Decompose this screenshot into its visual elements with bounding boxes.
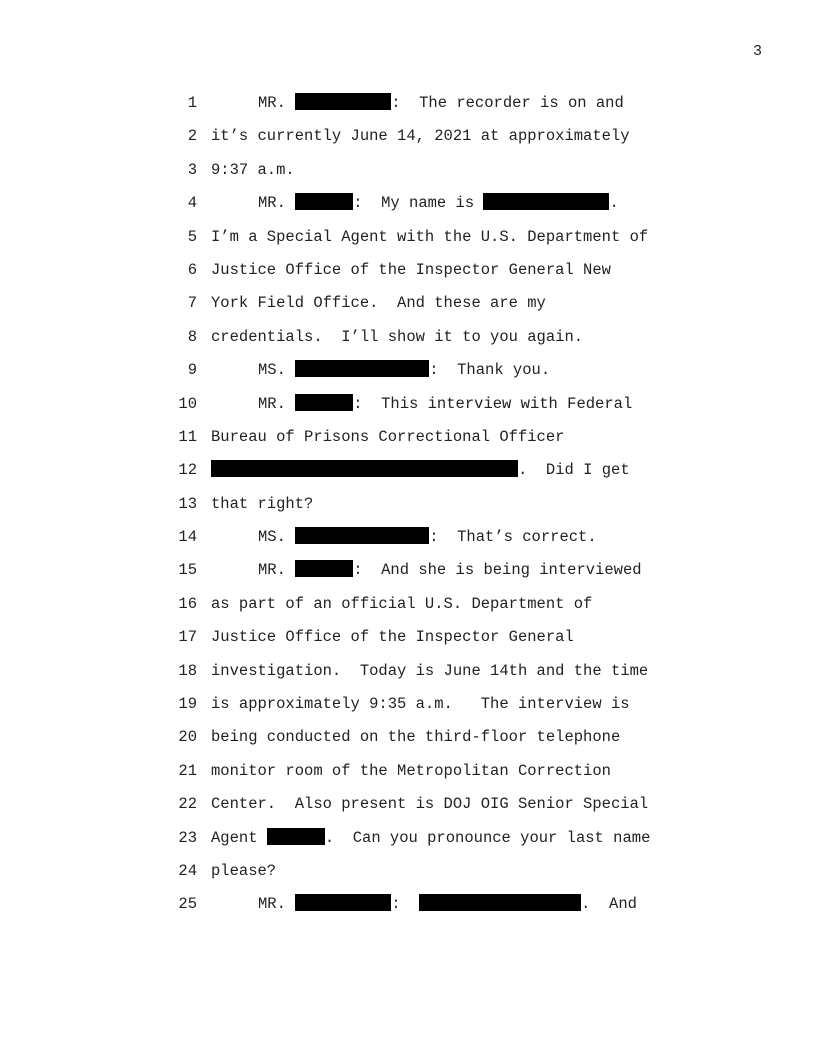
line-text <box>211 588 592 621</box>
transcript-line <box>0 120 816 153</box>
line-number: 24 <box>178 861 197 880</box>
page-number: 3 <box>752 43 762 60</box>
line-segment-text: being conducted on the third-floor telephone <box>211 728 621 747</box>
line-number: 18 <box>178 661 197 680</box>
line-text <box>211 721 620 754</box>
line-number: 13 <box>178 494 197 513</box>
line-text <box>211 154 295 187</box>
transcript-line <box>0 321 816 354</box>
line-segment-text: MR. <box>258 94 296 112</box>
line-segment-text: . Can you pronounce your last name <box>324 828 651 847</box>
line-number: 9 <box>187 361 197 380</box>
line-number: 1 <box>187 94 197 112</box>
transcript-line <box>0 187 816 220</box>
line-number: 17 <box>178 628 197 647</box>
line-text <box>211 421 564 454</box>
line-number: 15 <box>178 561 197 580</box>
transcript-line <box>0 254 816 287</box>
redaction-box <box>267 828 325 845</box>
line-number: 8 <box>187 327 197 346</box>
transcript-line <box>0 855 816 888</box>
line-text <box>211 788 648 821</box>
line-segment-text: : And she is being interviewed <box>353 561 642 580</box>
line-number: 19 <box>178 695 197 714</box>
line-number: 10 <box>178 394 197 413</box>
transcript-line <box>0 688 816 721</box>
line-segment-text: MR. <box>258 194 296 213</box>
line-text <box>258 187 619 220</box>
line-segment-text: : The recorder is on and <box>391 94 624 112</box>
line-segment-text: . Did I get <box>518 461 630 480</box>
line-segment-text: 9:37 a.m. <box>211 160 295 179</box>
line-segment-text: Center. Also present is DOJ OIG Senior Special <box>211 795 649 814</box>
transcript-line <box>0 788 816 821</box>
redaction-box <box>295 894 391 911</box>
line-number: 16 <box>178 594 197 613</box>
redaction-box <box>295 93 391 110</box>
line-text <box>211 454 630 487</box>
line-segment-text: Justice Office of the Inspector General <box>211 628 574 647</box>
line-text <box>211 655 648 688</box>
transcript-line <box>0 287 816 320</box>
redaction-box <box>483 193 609 210</box>
line-segment-text: Agent <box>211 828 267 847</box>
line-segment-text: : <box>391 895 420 914</box>
line-number: 5 <box>187 227 197 246</box>
line-number: 20 <box>178 728 197 747</box>
line-segment-text: I’m a Special Agent with the U.S. Department of <box>211 227 649 246</box>
line-segment-text: it’s currently June 14, 2021 at approximately <box>211 127 630 146</box>
redaction-box <box>295 193 353 210</box>
transcript-line <box>0 755 816 788</box>
transcript-line <box>0 888 816 921</box>
transcript-line <box>0 221 816 254</box>
redaction-box <box>295 560 353 577</box>
transcript-line <box>0 588 816 621</box>
transcript-line <box>0 822 816 855</box>
line-text <box>211 855 276 888</box>
line-number: 3 <box>187 160 197 179</box>
line-number: 11 <box>178 427 197 446</box>
line-segment-text: is approximately 9:35 a.m. The interview is <box>211 695 630 714</box>
line-text <box>258 521 597 554</box>
line-segment-text: please? <box>211 861 277 880</box>
transcript-line <box>0 87 816 120</box>
line-segment-text: : This interview with Federal <box>353 394 633 413</box>
line-segment-text: investigation. Today is June 14th and the time <box>211 661 649 680</box>
transcript-line <box>0 621 816 654</box>
line-number: 22 <box>178 795 197 814</box>
line-segment-text: MS. <box>258 361 296 380</box>
line-number: 14 <box>178 528 197 547</box>
redaction-box <box>419 894 581 911</box>
line-text <box>211 287 546 320</box>
line-segment-text: MR. <box>258 394 296 413</box>
line-text <box>211 822 650 855</box>
transcript-line <box>0 521 816 554</box>
transcript-line <box>0 388 816 421</box>
line-number: 6 <box>187 260 197 279</box>
transcript-line <box>0 421 816 454</box>
line-segment-text: that right? <box>211 494 314 513</box>
line-segment-text: MS. <box>258 528 296 547</box>
line-number: 2 <box>187 127 197 146</box>
redaction-box <box>295 394 353 411</box>
line-segment-text: monitor room of the Metropolitan Correction <box>211 761 611 780</box>
line-text <box>258 888 637 921</box>
transcript-body <box>0 87 816 922</box>
line-number: 4 <box>187 194 197 213</box>
transcript-line <box>0 488 816 521</box>
line-text <box>211 488 313 521</box>
line-segment-text: . <box>609 194 619 213</box>
line-segment-text: MR. <box>258 895 296 914</box>
line-text <box>258 354 550 387</box>
line-number: 23 <box>178 828 197 847</box>
line-segment-text: Justice Office of the Inspector General New <box>211 260 611 279</box>
line-text <box>211 321 583 354</box>
transcript-line <box>0 354 816 387</box>
redaction-box <box>295 527 429 544</box>
line-text <box>211 120 630 153</box>
line-segment-text: : My name is <box>353 194 484 213</box>
line-text <box>211 221 648 254</box>
transcript-line <box>0 454 816 487</box>
line-text <box>211 688 630 721</box>
redaction-box <box>295 360 429 377</box>
line-text <box>211 755 611 788</box>
transcript-line <box>0 721 816 754</box>
line-segment-text: : That’s correct. <box>429 528 597 547</box>
line-segment-text: : Thank you. <box>429 361 551 380</box>
line-text <box>258 87 624 120</box>
transcript-line <box>0 554 816 587</box>
transcript-line <box>0 154 816 187</box>
redaction-box <box>211 460 518 477</box>
line-segment-text: Bureau of Prisons Correctional Officer <box>211 427 565 446</box>
line-text <box>258 388 632 421</box>
line-text <box>258 554 642 587</box>
line-segment-text: York Field Office. And these are my <box>211 294 546 313</box>
line-number: 12 <box>178 461 197 480</box>
transcript-line <box>0 655 816 688</box>
line-text <box>211 254 611 287</box>
line-number: 21 <box>178 761 197 780</box>
line-text <box>211 621 574 654</box>
line-number: 7 <box>187 294 197 313</box>
line-segment-text: . And <box>581 895 637 914</box>
line-number: 25 <box>178 895 197 914</box>
line-segment-text: MR. <box>258 561 296 580</box>
line-segment-text: credentials. I’ll show it to you again. <box>211 327 584 346</box>
line-segment-text: as part of an official U.S. Department of <box>211 594 593 613</box>
